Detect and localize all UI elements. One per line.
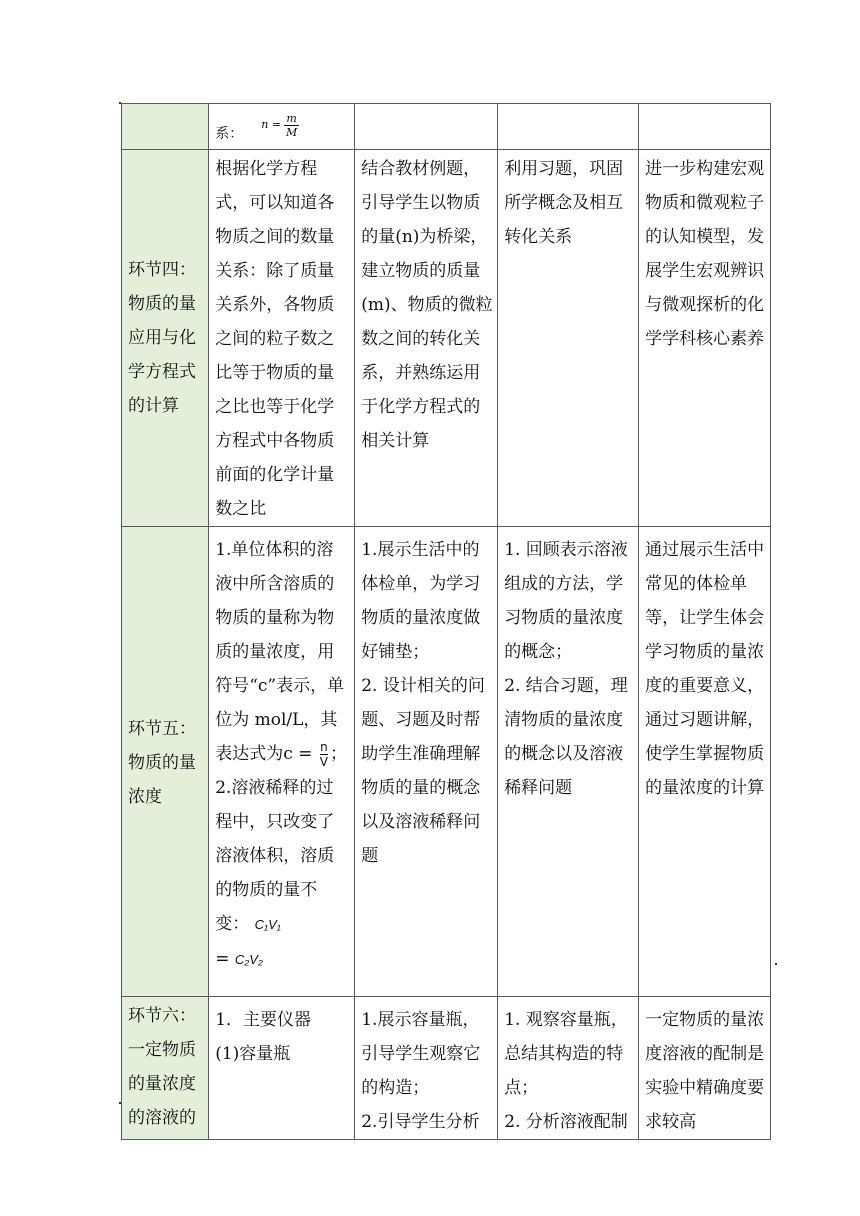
purpose-cell (639, 527, 771, 997)
content-cell (209, 104, 355, 150)
table-corner-marker (775, 963, 777, 965)
student-activity-2: 2. 结合习题，理清物质的量浓度的概念以及溶液稀释问题 (504, 676, 628, 798)
student-cell (498, 150, 639, 527)
dilution-c2v2: C₂V₂ (234, 952, 263, 967)
purpose-cell (639, 150, 771, 527)
content-cell (209, 997, 355, 1140)
purpose-cell (639, 997, 771, 1140)
teacher-activity-1: 1.展示容量瓶，引导学生观察它的构造； (361, 1010, 481, 1098)
content-text: 根据化学方程式，可以知道各物质之间的数量关系：除了质量关系外，各物质之间的粒子数之比等于物质的量之比也等于化学方程式中各物质前面的化学计量数之比 (215, 159, 335, 519)
teacher-activity-2: 2. 设计相关的问题、习题及时帮助学生准确理解物质的量的概念以及溶液稀释问题 (361, 676, 485, 866)
student-cell (498, 997, 639, 1140)
student-cell (498, 527, 639, 997)
student-activity-1: 1. 回顾表示溶液组成的方法，学习物质的量浓度的概念； (504, 540, 628, 662)
teacher-cell (355, 150, 498, 527)
student-activity-text: 利用习题，巩固所学概念及相互转化关系 (504, 159, 624, 247)
dilution-text (215, 771, 350, 977)
concentration-equals: = (298, 744, 313, 764)
student-activity-1: 1. 观察容量瓶，总结其构造的特点； (504, 1010, 628, 1098)
design-purpose-text: 进一步构建宏观物质和微观粒子的认知模型，发展学生宏观辨识与微观探析的化学学科核心素养 (645, 159, 765, 349)
table-row (122, 104, 771, 150)
dilution-c1v1: C₁V₁ (254, 917, 281, 932)
teacher-cell (355, 527, 498, 997)
content-cell (209, 150, 355, 527)
design-purpose-text: 通过展示生活中常见的体检单等，让学生体会学习物质的量浓度的重要意义，通过习题讲解，使学生掌握物质的量浓度的计算 (645, 540, 765, 798)
content-line-1: 1．主要仪器 (215, 1010, 312, 1030)
stage-title: 物质的量应用与化学方程式的计算 (128, 294, 196, 416)
semicolon: ； (330, 744, 348, 764)
concentration-fraction (320, 740, 328, 769)
stage-number: 环节六： (128, 1006, 196, 1026)
purpose-cell (639, 104, 771, 150)
teacher-cell (355, 997, 498, 1140)
table-row (122, 527, 771, 997)
table-row (122, 150, 771, 527)
fraction-numerator: n (320, 740, 328, 754)
design-purpose-text: 一定物质的量浓度溶液的配制是实验中精确度要求较高 (645, 1010, 765, 1132)
student-activity-2: 2. 分析溶液配制 (504, 1112, 628, 1132)
stage-cell (122, 997, 209, 1140)
molar-mass-formula (209, 104, 354, 149)
teacher-activity-1: 1.展示生活中的体检单，为学习物质的量浓度做好铺垫； (361, 540, 481, 662)
formula-fraction (261, 108, 299, 142)
dilution-description: 2.溶液稀释的过程中，只改变了溶液体积，溶质的物质的量不变： (215, 778, 335, 934)
dilution-equals: = (215, 949, 230, 969)
content-line-2: (1)容量瓶 (215, 1044, 291, 1064)
fraction-denominator: V (319, 755, 329, 769)
formula-numerator: m (286, 111, 297, 125)
stage-title: 物质的量浓度 (128, 752, 196, 807)
formula-lhs: n (261, 118, 269, 131)
stage-cell (122, 104, 209, 150)
teacher-cell (355, 104, 498, 150)
formula-equals: = (271, 118, 282, 131)
content-cell (209, 527, 355, 997)
stage-title: 一定物质的量浓度的溶液的 (128, 1040, 196, 1128)
stage-cell (122, 527, 209, 997)
stage-number: 环节五： (128, 718, 196, 739)
stage-cell (122, 150, 209, 527)
lesson-plan-table (121, 103, 771, 1140)
teacher-activity-text: 结合教材例题，引导学生以物质的量(n)为桥梁，建立物质的质量(m)、物质的微粒数之间的转化关系，并熟练运用于化学方程式的相关计算 (361, 159, 493, 451)
concentration-definition: 1.单位体积的溶液中所含溶质的物质的量称为物质的量浓度，用符号“c”表示，单位为 mol/L，其表达式为c (215, 540, 345, 764)
stage-number: 环节四： (128, 260, 196, 280)
table-row (122, 997, 771, 1140)
teacher-activity-2: 2.引导学生分析 (361, 1112, 480, 1132)
formula-label: 系： (215, 126, 244, 142)
formula-denominator: M (286, 125, 298, 139)
student-cell (498, 104, 639, 150)
